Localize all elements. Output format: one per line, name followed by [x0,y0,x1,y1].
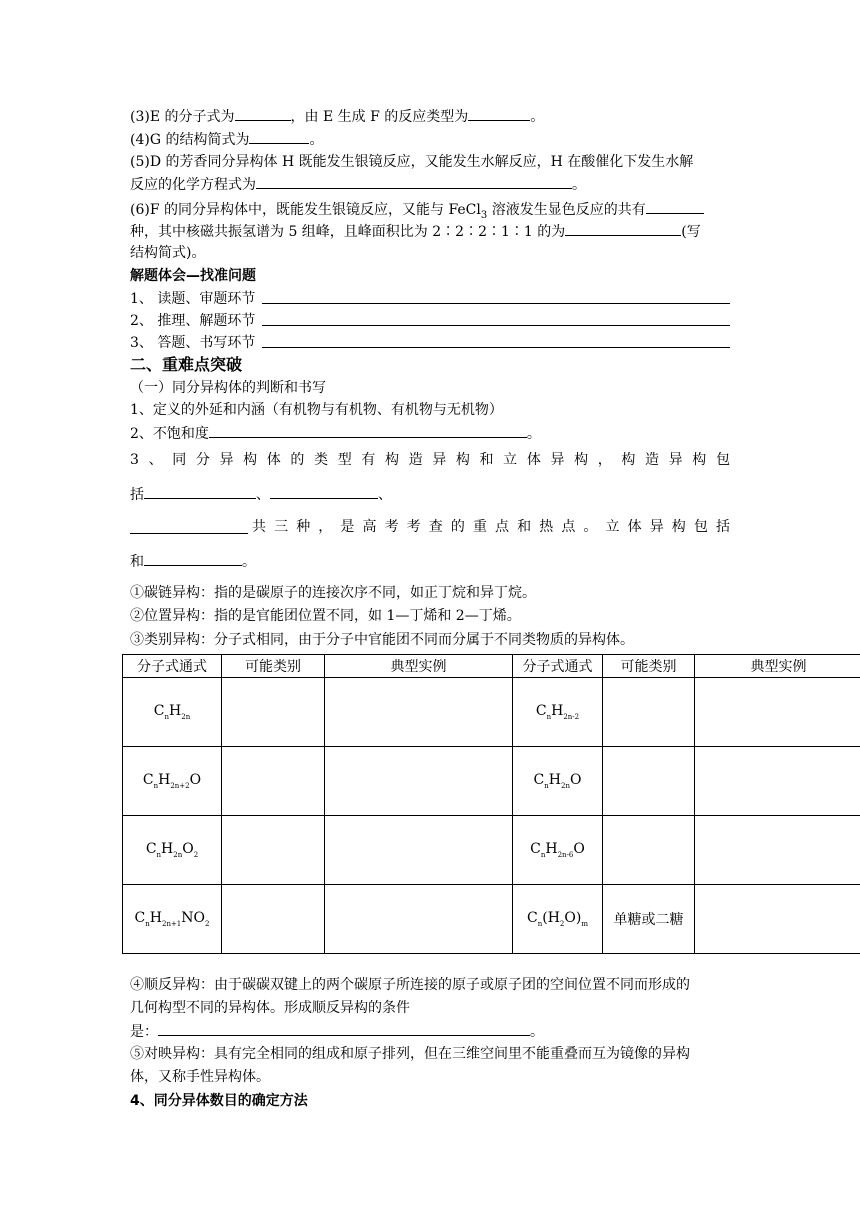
example-cell[interactable] [695,678,860,747]
category-2: ②位置异构：指的是官能团位置不同，如 1—丁烯和 2—丁烯。 [130,608,521,624]
spread-char: 构 [574,452,589,468]
question-3 [130,106,544,127]
formula-cell: $C_nH_{2n}O_2$ [123,816,222,885]
category-4-line-1: ④顺反异构：由于碳碳双键上的两个碳原子所连接的原子或原子团的空间位置不同而形成的 [130,977,690,993]
spread-char: 点 [495,519,510,535]
p3-text-b1: 括 [130,487,144,503]
answer-blank[interactable] [565,221,681,236]
example-cell[interactable] [325,885,513,954]
c4-text-c2: 。 [530,1024,544,1040]
formula-cell: $C_nH_{2n+2}O$ [123,747,222,816]
q6-text-a1: (6)F 的同分异构体中，既能发生银镜反应，又能与 FeCl [130,202,481,218]
spread-char: 体 [266,452,281,468]
answer-blank[interactable] [646,199,704,214]
table-header-cell: 分子式通式 [123,655,222,678]
spread-char: 异 [668,452,683,468]
spread-char: 体 [627,519,642,535]
spread-char: 是 [340,519,355,535]
answer-line[interactable] [262,324,730,326]
spread-char: 造 [645,452,660,468]
spread-char: 种 [296,519,311,535]
spread-char: 共 [252,519,266,535]
q4-text-b: 。 [309,132,324,148]
c4-text-c1: 是： [130,1024,158,1040]
answer-blank[interactable] [249,129,309,144]
example-cell[interactable] [325,747,513,816]
formula-cell: $C_nH_{2n+1}NO_2$ [123,885,222,954]
example-cell[interactable] [695,816,860,885]
category-3: ③类别异构：分子式相同，由于分子中官能团不同而分属于不同类物质的异构体。 [130,632,634,648]
spread-char: 造 [408,452,423,468]
formula-cell: $C_nH_{2n}O$ [513,747,603,816]
category-4-line-2: 几何构型不同的异构体。形成顺反异构的条件 [130,1000,410,1016]
p2-text: 2、不饱和度 [130,426,209,442]
spread-char: 立 [503,452,518,468]
q6-text-b1: 种，其中核磁共振氢谱为 5 组峰，且峰面积比为 2∶2∶2∶1∶1 的为 [130,224,566,240]
spread-char: 点 [561,519,576,535]
spread-char: ， [318,519,333,535]
answer-blank[interactable] [144,484,256,499]
paragraph-1: 1、定义的外延和内涵（有机物与有机物、有机物与无机物） [130,402,503,418]
p3-text-b3: 、 [378,487,392,503]
spread-char: 包 [693,519,708,535]
table-header-cell: 典型实例 [325,655,513,678]
q4-text-a: (4)G 的结构简式为 [130,132,250,148]
spread-char: 构 [692,452,707,468]
category-cell[interactable] [222,885,325,954]
q3-text-a: (3)E 的分子式为 [130,109,235,125]
q6-text-b2: (写 [681,224,701,240]
question-4 [130,129,323,150]
example-cell[interactable] [695,747,860,816]
paragraph-4: 4、同分异体数目的确定方法 [130,1093,308,1109]
answer-blank[interactable] [209,423,527,438]
q5-text-b: 反应的化学方程式为 [130,177,256,193]
spread-char: 、 [148,452,163,468]
spread-char: 重 [472,519,487,535]
table-header-cell: 典型实例 [695,655,860,678]
question-5-line-2 [130,174,586,195]
spread-char: 查 [428,519,443,535]
spread-char: 异 [550,452,565,468]
question-6-line-3: 结构简式)。 [130,245,206,261]
spread-char: 热 [539,519,554,535]
formula-cell: $C_n(H_2O)_m$ [513,885,603,954]
spread-char: 构 [621,452,636,468]
paragraph-3-line-3 [252,517,730,537]
spread-char: 同 [172,452,187,468]
paragraph-3-line-2 [130,484,392,505]
table-header-row [123,655,860,678]
answer-line[interactable] [262,346,730,348]
answer-blank[interactable] [270,484,378,499]
category-cell[interactable] [222,816,325,885]
spread-char: 括 [715,519,730,535]
paragraph-3-line-1 [130,450,730,470]
q3-text-b: ，由 E 生成 F 的反应类型为 [290,109,469,125]
spread-char: 考 [384,519,399,535]
experience-item-3: 3、 答题、书写环节 [130,335,256,351]
category-cell[interactable] [222,678,325,747]
paragraph-3-line-4 [130,551,256,572]
category-cell[interactable] [603,747,695,816]
example-cell[interactable] [325,816,513,885]
table-header-cell: 可能类别 [603,655,695,678]
category-cell: 单糖或二糖 [603,885,695,954]
category-cell[interactable] [603,816,695,885]
category-5-line-1: ⑤对映异构：具有完全相同的组成和原子排列，但在三维空间里不能重叠而互为镜像的异构 [130,1046,690,1062]
spread-char: 立 [605,519,620,535]
table-header-cell: 分子式通式 [513,655,603,678]
p3-text-b2: 、 [256,487,270,503]
p2-end: 。 [526,426,541,442]
example-cell[interactable] [695,885,860,954]
spread-char: 型 [337,452,352,468]
spread-char: 的 [290,452,305,468]
spread-char: 构 [455,452,470,468]
spread-char: 构 [384,452,399,468]
formula-cell: $C_nH_{2n-2}$ [513,678,603,747]
formula-cell: $C_nH_{2n-6}O$ [513,816,603,885]
isomer-table [122,654,860,954]
q6-subscript: 3 [480,209,488,221]
q5-text-c: 。 [572,177,586,193]
spread-char: 三 [274,519,289,535]
table-header-cell: 可能类别 [222,655,325,678]
experience-item-2: 2、 推理、解题环节 [130,313,256,329]
answer-blank[interactable] [468,106,530,121]
question-6-line-2 [130,221,701,242]
spread-char: 的 [450,519,465,535]
table-row [123,816,860,885]
q3-text-c: 。 [530,109,545,125]
spread-char: 异 [219,452,234,468]
example-cell[interactable] [325,678,513,747]
spread-char: 考 [406,519,421,535]
spread-char: 分 [195,452,210,468]
category-1: ①碳链异构：指的是碳原子的连接次序不同，如正丁烷和异丁烷。 [130,585,536,601]
spread-char: 异 [649,519,664,535]
spread-char: 包 [715,452,730,468]
experience-title: 解题体会—找准问题 [130,268,256,284]
table-row [123,678,860,747]
spread-char: 有 [361,452,376,468]
subsection-heading: （一）同分异构体的判断和书写 [130,380,326,396]
answer-line[interactable] [130,532,248,534]
formula-cell: $C_nH_{2n}$ [123,678,222,747]
table-row [123,885,860,954]
answer-blank[interactable] [256,174,572,189]
spread-char: 体 [526,452,541,468]
experience-item-1: 1、 读题、审题环节 [130,291,256,307]
paragraph-2 [130,423,541,444]
spread-char: 和 [517,519,532,535]
spread-char: 构 [671,519,686,535]
question-5-line-1: (5)D 的芳香同分异构体 H 既能发生银镜反应，又能发生水解反应，H 在酸催化下发生水解 [130,154,694,170]
answer-blank[interactable] [144,551,242,566]
spread-char: 类 [314,452,329,468]
table-row [123,747,860,816]
spread-char: 异 [432,452,447,468]
category-cell[interactable] [222,747,325,816]
spread-char: 构 [243,452,258,468]
category-4-line-3 [130,1021,544,1042]
category-5-line-2: 体，又称手性异构体。 [130,1069,270,1085]
answer-line[interactable] [262,302,730,304]
answer-blank[interactable] [158,1021,530,1036]
section-heading: 二、重难点突破 [130,355,243,374]
p3-text-d1: 和 [130,554,144,570]
q6-text-a2: 溶液发生显色反应的共有 [487,202,646,218]
answer-blank[interactable] [235,106,291,121]
spread-char: 和 [479,452,494,468]
spread-char: ， [597,452,612,468]
spread-char: 高 [362,519,377,535]
p3-text-d2: 。 [242,554,256,570]
spread-char: 。 [583,519,598,535]
spread-char: 3 [130,452,139,468]
category-cell[interactable] [603,678,695,747]
